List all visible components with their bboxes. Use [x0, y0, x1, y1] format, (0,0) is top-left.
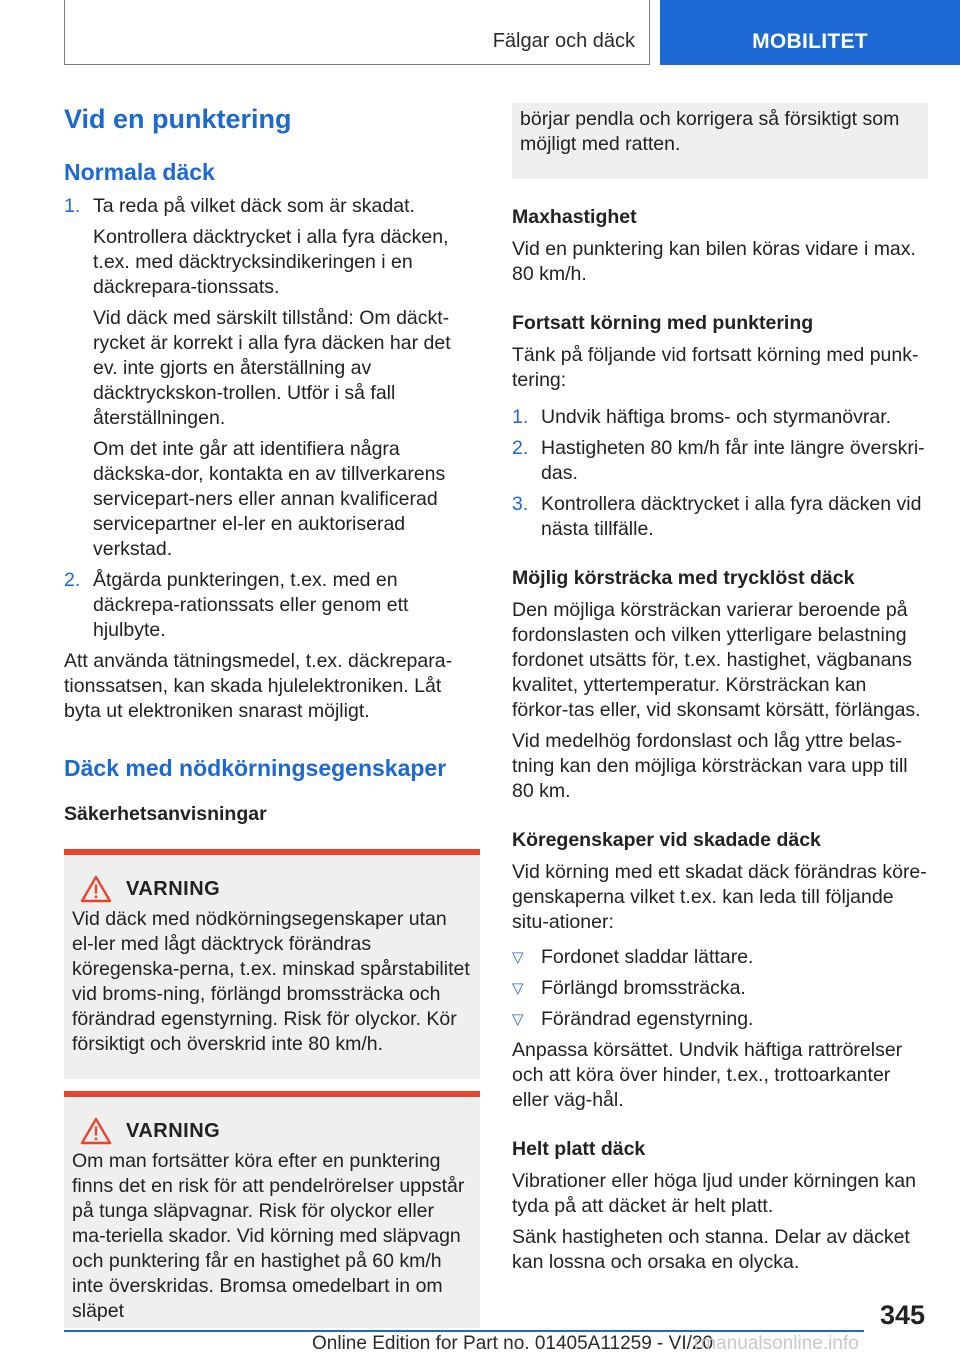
item-text: Förlängd bromssträcka. — [541, 977, 746, 999]
step-number: 1. — [64, 195, 81, 217]
left-column — [64, 100, 480, 1328]
page-number: 345 — [880, 1300, 926, 1330]
normal-tires-steps — [64, 194, 480, 649]
range-heading: Möjlig körsträcka med trycklöst däck — [512, 567, 855, 589]
max-speed-text: Vid en punktering kan bilen köras vidare i max. 80 km/h. — [512, 238, 916, 285]
triangle-bullet-icon: ▽ — [512, 1011, 524, 1028]
list-item — [64, 194, 480, 568]
chapter-tab[interactable] — [660, 0, 960, 65]
step-text: Kontrollera däcktrycket i alla fyra däcken, t.ex. med däcktrycksindikeringen i en däckrepara-tionssats. — [93, 226, 449, 298]
step-text: Vid däck med särskilt tillstånd: Om däckt-rycket är korrekt i alla fyra däcken har det ev. inte gjorts en återställning av däcktryckskon-trollen. Utför i så fall återställningen. — [93, 307, 451, 429]
list-item — [512, 1007, 928, 1032]
list-item — [512, 976, 928, 1001]
page-title: Vid en punktering — [64, 104, 292, 134]
handling-after-text: Anpassa körsättet. Undvik häftiga rattrörelser och att köra över hinder, t.ex., trottoarkanter eller väg-hål. — [512, 1039, 903, 1111]
step-text: Åtgärda punkteringen, t.ex. med en däckrepa-rationssats eller genom ett hjulbyte. — [93, 569, 409, 641]
warning-box-continued — [512, 103, 928, 179]
handling-list — [512, 945, 928, 1032]
warning-title: VARNING — [126, 1119, 221, 1142]
range-text: Vid medelhög fordonslast och låg yttre belas-tning kan den möjliga körsträckan vara upp till 80 km. — [512, 730, 908, 802]
footer-edition: Online Edition for Part no. 01405A11259 - VI/20 — [312, 1333, 714, 1354]
warning-text-continued: börjar pendla och korrigera så försiktigt som möjligt med ratten. — [520, 108, 900, 155]
warning-text: Vid däck med nödkörningsegenskaper utan el-ler med lågt däcktryck förändras köregenska-perna, t.ex. minskad spårstabilitet vid broms-ning, förlängd bromssträcka och förändrad egenstyrning. Risk för olyckor. Kör försiktigt och överskrid inte 80 km/h. — [72, 908, 470, 1055]
flat-tire-text: Sänk hastigheten och stanna. Delar av däcket kan lossna och orsaka en olycka. — [512, 1226, 910, 1273]
warning-box — [64, 849, 480, 1079]
handling-text: Vid körning med ett skadat däck förändras köre-genskaperna vilket t.ex. kan leda till följande situ-ationer: — [512, 861, 927, 933]
chapter-tab-label: MOBILITET — [752, 30, 868, 53]
section-title: Fälgar och däck — [492, 30, 635, 52]
item-number: 1. — [512, 406, 529, 428]
item-text: Förändrad egenstyrning. — [541, 1008, 754, 1030]
list-item — [512, 436, 928, 486]
right-column — [512, 103, 928, 1275]
header-section-box — [64, 0, 650, 65]
list-item — [512, 405, 928, 430]
item-text: Kontrollera däcktrycket i alla fyra däcken vid nästa tillfälle. — [541, 493, 922, 540]
item-number: 3. — [512, 493, 529, 515]
list-item — [512, 945, 928, 970]
warning-triangle-icon — [80, 1117, 112, 1145]
handling-heading: Köregenskaper vid skadade däck — [512, 829, 821, 851]
warning-text: Om man fortsätter köra efter en punktering finns det en risk för att pendelrörelser uppstår på tunga släpvagnar. Risk för olyckor eller ma-teriella skador. Vid körning med släpvagn och punktering får en hastighet på 60 km/h inte överskridas. Bromsa omedelbart in om släpet — [72, 1150, 465, 1322]
warning-title: VARNING — [126, 877, 221, 900]
max-speed-heading: Maxhastighet — [512, 206, 637, 228]
list-item — [64, 568, 480, 649]
footer-watermark: rmanualsonline.info — [694, 1333, 859, 1354]
range-text: Den möjliga körsträckan varierar beroende på fordonslasten och vilken ytterligare belastning fordonet utsätts för, t.ex. hastighet, vägbanans kvalitet, yttertemperatur. Körsträckan kan förkor-tas eller, vid skonsamt körsätt, förlängas. — [512, 599, 921, 721]
normal-tires-heading: Normala däck — [64, 159, 215, 185]
triangle-bullet-icon: ▽ — [512, 980, 524, 997]
flat-tire-text: Vibrationer eller höga ljud under körningen kan tyda på att däcket är helt platt. — [512, 1170, 916, 1217]
continued-driving-heading: Fortsatt körning med punktering — [512, 312, 814, 334]
continued-driving-text: Tänk på följande vid fortsatt körning med punk-tering: — [512, 344, 919, 391]
item-number: 2. — [512, 437, 529, 459]
step-text: Om det inte går att identifiera några däckska-dor, kontakta en av tillverkarens servicepart-ners eller annan kvalificerad servicepartner el-ler en auktoriserad verkstad. — [93, 438, 446, 560]
step-number: 2. — [64, 569, 81, 591]
runflat-heading: Däck med nödkörningsegenskaper — [64, 755, 447, 781]
flat-tire-heading: Helt platt däck — [512, 1138, 646, 1160]
item-text: Fordonet sladdar lättare. — [541, 946, 754, 968]
continued-driving-list — [512, 405, 928, 542]
item-text: Undvik häftiga broms- och styrmanövrar. — [541, 406, 892, 428]
sealant-note: Att använda tätningsmedel, t.ex. däckrepara-tionssatsen, kan skada hjulelektroniken. Låt byta ut elektroniken snarast möjligt. — [64, 650, 453, 722]
footer-divider — [64, 1330, 864, 1332]
list-item — [512, 492, 928, 542]
warning-box — [64, 1091, 480, 1328]
triangle-bullet-icon: ▽ — [512, 949, 524, 966]
warning-triangle-icon — [80, 875, 112, 903]
item-text: Hastigheten 80 km/h får inte längre överskri-das. — [541, 437, 925, 484]
safety-heading: Säkerhetsanvisningar — [64, 803, 267, 825]
step-text: Ta reda på vilket däck som är skadat. — [93, 195, 415, 217]
